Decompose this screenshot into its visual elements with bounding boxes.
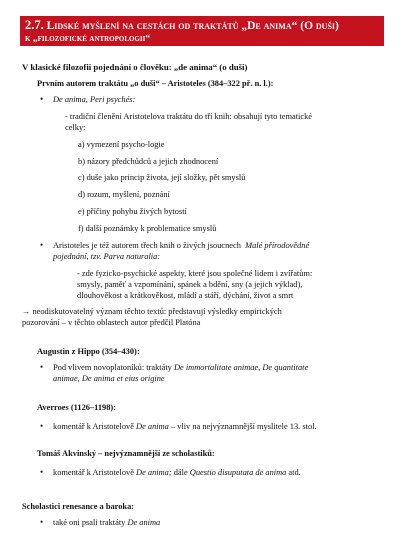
bullet-icon: • bbox=[40, 421, 44, 431]
parva-desc: - zde fyzicko-psychické aspekty, které jsou společné lidem i zvířatům: bbox=[77, 269, 313, 278]
parva-title: Malé přírodovědné bbox=[245, 241, 310, 250]
title-line-2: k „filozofické antropologii“ bbox=[25, 34, 151, 44]
de-anima-title: De anima, Peri psychés: bbox=[53, 95, 136, 104]
list-item: c) duše jako princip života, její složky, pět smyslů bbox=[78, 173, 246, 182]
averroes-intro: komentář k Aristotelově bbox=[53, 422, 134, 431]
augustine-works-cont: animae, De anima et eius origine bbox=[53, 374, 165, 383]
scholastics-text bbox=[53, 517, 160, 528]
title-text: Lidské myšlení na cestách od traktátů „De anima“ (O duši) bbox=[46, 20, 339, 32]
averroes-heading: Averroes (1126–1198): bbox=[37, 403, 116, 412]
section-title-bar bbox=[20, 16, 384, 46]
significance-note: → neodiskutovatelný význam těchto textů: představují výsledky empirických bbox=[22, 307, 282, 316]
parva-title-cont: pojednání, tzv. Parva naturalia: bbox=[53, 252, 161, 261]
parva-desc-cont: smysly, paměť a vzpomínání, spánek a bdění, sny (a jejich výklad), bbox=[77, 280, 303, 289]
classical-heading: V klasické filozofii pojednání o člověku: „de anima“ (o duši) bbox=[22, 62, 248, 72]
section-number: 2.7. bbox=[25, 18, 44, 32]
bullet-icon: • bbox=[40, 362, 44, 372]
scholastics-work: De anima bbox=[127, 518, 161, 527]
averroes-work: De anima bbox=[136, 422, 169, 431]
aquinas-further: dále bbox=[173, 468, 188, 477]
parva-desc-cont: dlouhověkost a krátkověkost, mládí a stáří, dýchání, život a smrt bbox=[77, 291, 294, 300]
scholastics-heading: Scholastici renesance a baroka: bbox=[22, 502, 135, 511]
title-line-1 bbox=[25, 18, 378, 33]
bullet-icon: • bbox=[40, 94, 44, 104]
bullet-icon: • bbox=[40, 467, 44, 477]
tradition-desc-cont: celky: bbox=[65, 123, 86, 132]
aquinas-text bbox=[53, 467, 301, 478]
parva-intro: Aristoteles je též autorem třech knih o živých jsoucnech bbox=[53, 241, 241, 250]
aquinas-etc: atd. bbox=[288, 468, 301, 477]
list-item: d) rozum, myšlení, poznání bbox=[78, 190, 170, 199]
list-item: b) názory předchůdců a jejich zhodnocení bbox=[78, 157, 219, 166]
significance-note-cont: pozorování – v těchto oblastech autor předčil Platóna bbox=[22, 318, 201, 327]
averroes-text bbox=[53, 421, 317, 432]
bullet-icon: • bbox=[40, 240, 44, 250]
augustine-intro: Pod vlivem novoplatoníků: traktáty bbox=[53, 363, 172, 372]
list-item: a) vymezení psycho-logie bbox=[78, 140, 165, 149]
augustine-works: De immortalitate animae, De quantitate bbox=[173, 363, 309, 372]
aquinas-work: De anima; bbox=[136, 468, 172, 477]
aristotle-subheading: Prvním autorem traktátu „o duši“ – Aristoteles (384–322 př. n. l.): bbox=[37, 79, 274, 88]
list-item: f) další poznámky k problematice smyslů bbox=[78, 224, 217, 233]
augustine-text bbox=[53, 362, 308, 373]
bullet-icon: • bbox=[40, 517, 44, 527]
aquinas-heading: Tomáš Akvinský – nejvýznamnější ze scholastiků: bbox=[37, 449, 215, 458]
aquinas-questio: Questio disuputata de anima bbox=[189, 468, 287, 477]
aquinas-intro: komentář k Aristotelově bbox=[53, 468, 134, 477]
tradition-desc: - tradiční členění Aristotelova traktátu do tří knih: obsahují tyto tematické bbox=[65, 112, 312, 121]
parva-naturalia-text bbox=[53, 240, 309, 251]
averroes-influence: – vliv na nejvýznamnější myslitele 13. stol. bbox=[170, 422, 317, 431]
augustine-heading: Augustin z Hippo (354–430): bbox=[37, 347, 140, 356]
scholastics-intro: také oni psali traktáty bbox=[53, 518, 126, 527]
list-item: e) příčiny pohybu živých bytostí bbox=[78, 207, 187, 216]
